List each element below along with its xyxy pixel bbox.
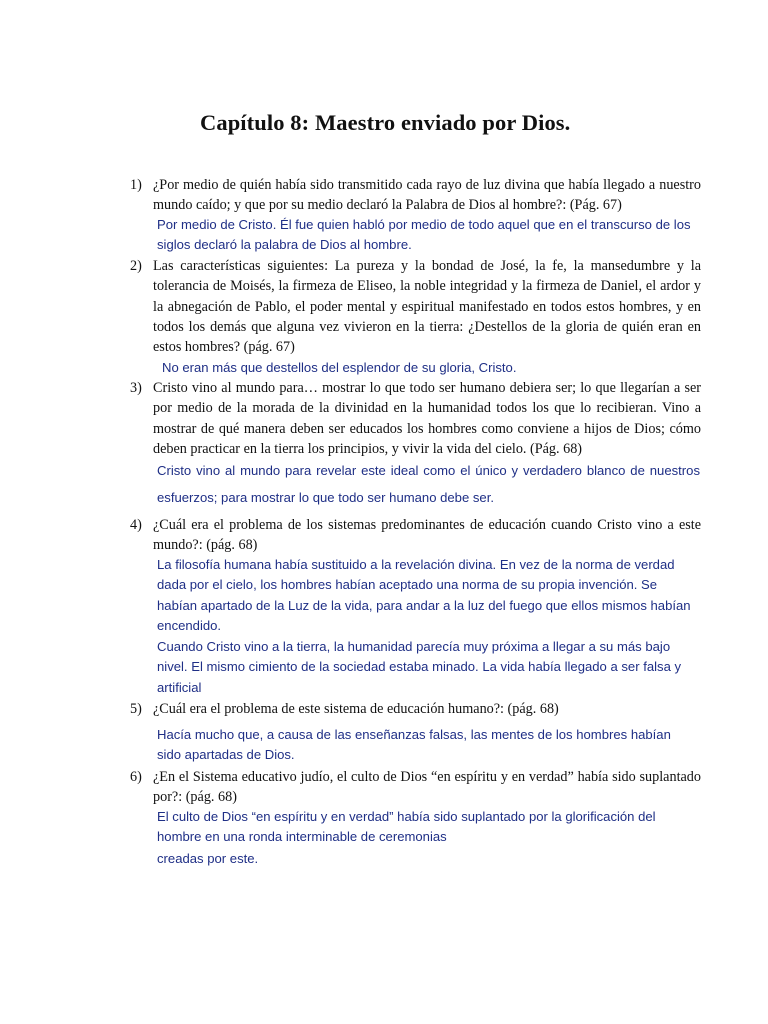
chapter-title: Capítulo 8: Maestro enviado por Dios. [200, 110, 571, 135]
answer-text: La filosofía humana había sustituido a la revelación divina. En vez de la norma de verdad dada por el cielo, los hombres habían aceptado una norma de su propia invención. Se habían apartado de la Luz de la vida, para andar a la luz del fuego que ellos mismos habían encendido. [157, 557, 691, 633]
answer-text: Por medio de Cristo. Él fue quien habló por medio de todo aquel que en el transcurso de los siglos declaró la palabra de Dios al hombre. [157, 217, 691, 253]
question-number: 6) [130, 769, 142, 785]
answer-text: Cristo vino al mundo para revelar este ideal como el único y verdadero blanco de nuestros esfuerzos; para mostrar lo que todo ser humano debe ser. [157, 463, 700, 505]
question-text: ¿Cuál era el problema de los sistemas predominantes de educación cuando Cristo vino a este mundo?: (pág. 68) [153, 517, 701, 554]
question-text: ¿Cuál era el problema de este sistema de educación humano?: (pág. 68) [153, 701, 559, 717]
answer-text: Hacía mucho que, a causa de las enseñanzas falsas, las mentes de los hombres habían sido apartadas de Dios. [157, 727, 671, 763]
answer-text: El culto de Dios “en espíritu y en verdad” había sido suplantado por la glorificación del hombre en una ronda interminable de ceremonias [157, 809, 656, 845]
question-text: ¿Por medio de quién había sido transmitido cada rayo de luz divina que había llegado a nuestro mundo caído; y que por su medio declaró la Palabra de Dios al hombre?: (Pág. 67) [153, 177, 701, 214]
question-number: 2) [130, 258, 142, 274]
answer-text: Cuando Cristo vino a la tierra, la humanidad parecía muy próxima a llegar a su más bajo nivel. El mismo cimiento de la sociedad estaba minado. La vida había llegado a ser falsa y artificial [157, 639, 682, 695]
question-text: ¿En el Sistema educativo judío, el culto de Dios “en espíritu y en verdad” había sido suplantado por?: (pág. 68) [153, 769, 701, 806]
question-number: 5) [130, 701, 142, 717]
answer-text: No eran más que destellos del esplendor de su gloria, Cristo. [162, 360, 517, 375]
answer-text: creadas por este. [157, 851, 259, 866]
question-number: 1) [130, 177, 142, 193]
question-number: 3) [130, 380, 142, 396]
question-text: Cristo vino al mundo para… mostrar lo que todo ser humano debiera ser; lo que llegarían a ser por medio de la morada de la divinidad en la humanidad todos los que lo recibieran. Vino a mostrar de qué manera deben ser educados los hombres como conviene a hijos de Dios; cómo deben practicar en la tierra los principios, y vivir la vida del cielo. (Pág. 68) [153, 380, 701, 457]
question-number: 4) [130, 517, 142, 533]
question-text: Las características siguientes: La pureza y la bondad de José, la fe, la mansedumbre y la tolerancia de Moisés, la firmeza de Eliseo, la noble integridad y la firmeza de Daniel, el ardor y la abnegación de Pablo, el poder mental y espiritual manifestado en todos estos hombres, y en todos los demás que alguna vez vivieron en la tierra: ¿Destellos de la gloria de quién eran en estos hombres? (pág. 67) [153, 258, 701, 356]
